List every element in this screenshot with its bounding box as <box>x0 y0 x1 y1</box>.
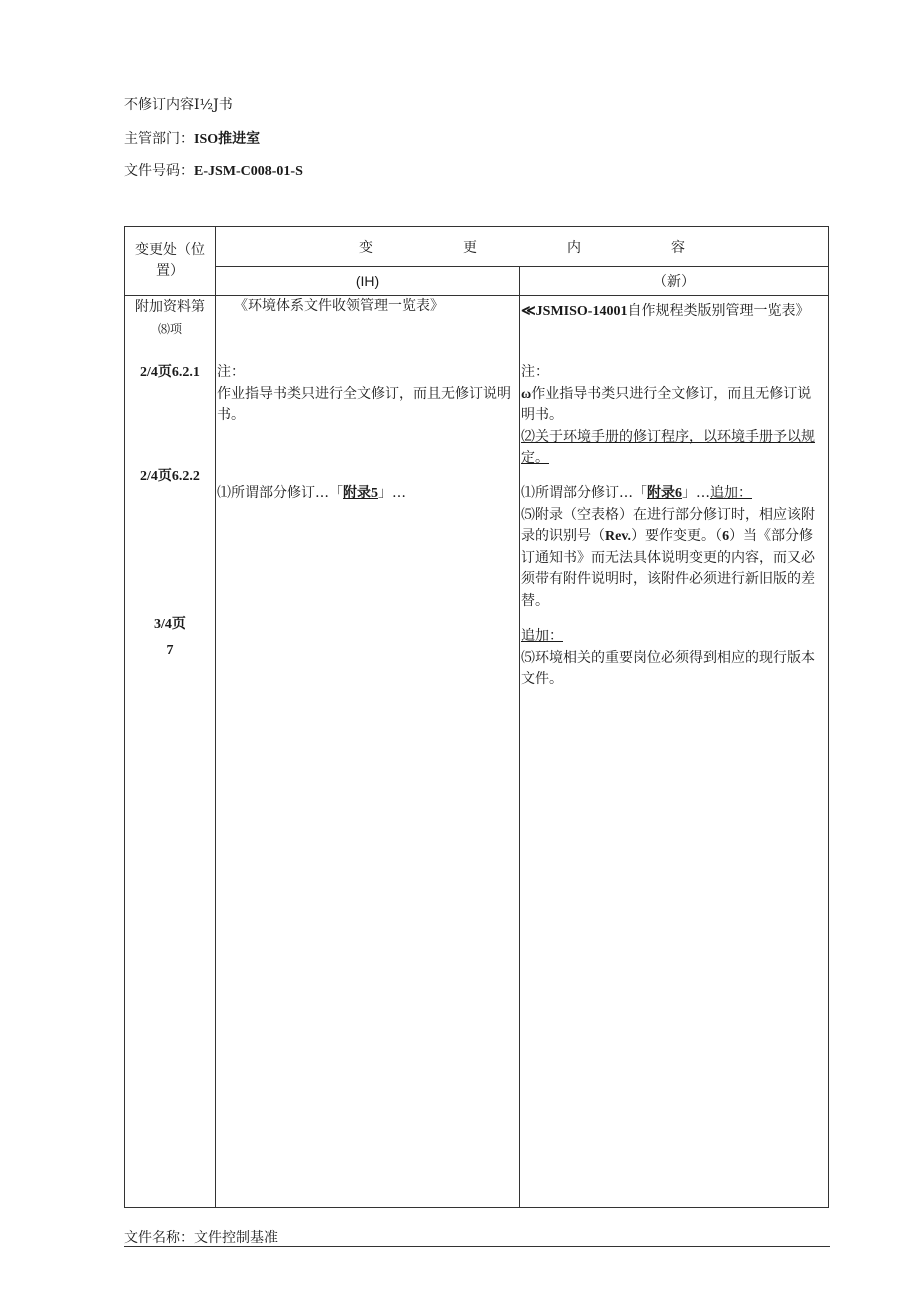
old-appendix-ref: 附录5 <box>343 486 378 501</box>
docno-line <box>124 162 303 181</box>
docno-value: E-JSM-C008-01-S <box>194 164 303 179</box>
new-note-text2: ⑵关于环境手册的修订程序，以环境手册予以规定。 <box>521 428 815 466</box>
new-column <box>520 296 829 1208</box>
footer-value: 文件控制基准 <box>194 1230 278 1246</box>
new-note-bullet: ω <box>521 386 532 402</box>
new-item6-number: 6 <box>722 529 730 544</box>
new-note-text1: 作业指导书类只进行全文修订，而且无修订说明书。 <box>521 385 812 423</box>
position-1 <box>125 296 215 340</box>
position-2: 2/4页6.2.1 <box>140 365 200 380</box>
position-text: ⑻项 <box>157 322 182 336</box>
new-doc-code: ≪JSMISO-14001 <box>521 304 628 319</box>
position-header: 变更处（位置） <box>125 227 216 296</box>
dept-value: ISO推进室 <box>194 132 261 147</box>
new-rev-label: Rev. <box>605 529 632 544</box>
revision-table <box>124 226 829 1208</box>
position-3: 2/4页6.2.2 <box>140 469 200 484</box>
old-column <box>216 296 520 1208</box>
content-header-char: 内 <box>567 239 581 256</box>
new-addition-label: 追加： <box>521 628 563 644</box>
old-header: (IH) <box>216 267 520 296</box>
new-item5-text: ⑸附录（空表格）在进行部分修订时，相应该附录的识别号（ <box>521 506 815 544</box>
old-row3 <box>217 483 513 505</box>
position-text: 7 <box>166 643 174 658</box>
content-header-char: 更 <box>463 239 477 256</box>
dept-label: 主管部门： <box>124 131 194 147</box>
new-row1 <box>521 298 822 325</box>
position-column <box>125 296 216 1208</box>
content-header <box>216 227 829 267</box>
new-row3 <box>521 483 822 612</box>
footer-rule <box>124 1246 830 1247</box>
old-row2 <box>217 362 513 427</box>
old-note-text: 作业指导书类只进行全文修订，而且无修订说明书。 <box>217 385 511 423</box>
footer-label: 文件名称： <box>124 1230 194 1246</box>
position-4 <box>125 612 215 664</box>
old-note-label: 注： <box>217 364 245 380</box>
new-doc-title: 自作规程类版别管理一览表》 <box>627 303 810 319</box>
new-header: （新） <box>520 267 829 296</box>
new-item5-text: ）要作变更。（ <box>631 528 723 544</box>
old-r3-post: 」… <box>378 485 406 501</box>
doc-title: 不修订内容I½J书 <box>124 97 233 113</box>
position-text: 附加资料第 <box>135 299 205 315</box>
old-r3-pre: ⑴所谓部分修订…「 <box>217 485 343 501</box>
dept-line <box>124 130 260 149</box>
new-item6-text: ）当《部分修订通知书》而无法具体说明变更的内容，而又必须带有附件说明时，该附件必须进行新旧版的差替。 <box>521 528 815 609</box>
position-text: 3/4页 <box>154 617 186 632</box>
new-row4-text: ⑸环境相关的重要岗位必须得到相应的现行版本文件。 <box>521 649 815 687</box>
new-addition-label: 追加： <box>710 485 752 501</box>
content-header-char: 变 <box>359 239 373 256</box>
new-note-label: 注： <box>521 364 549 380</box>
old-row1: 《环境体系文件收领管理一览表》 <box>234 298 444 314</box>
new-row4 <box>521 626 822 691</box>
footer <box>124 1227 278 1247</box>
new-r3-pre: ⑴所谓部分修订…「 <box>521 485 647 501</box>
content-header-char: 容 <box>671 239 685 256</box>
new-appendix-ref: 附录6 <box>647 486 682 501</box>
new-r3-mid: 」… <box>682 485 710 501</box>
docno-label: 文件号码： <box>124 163 194 179</box>
new-row2 <box>521 362 822 470</box>
